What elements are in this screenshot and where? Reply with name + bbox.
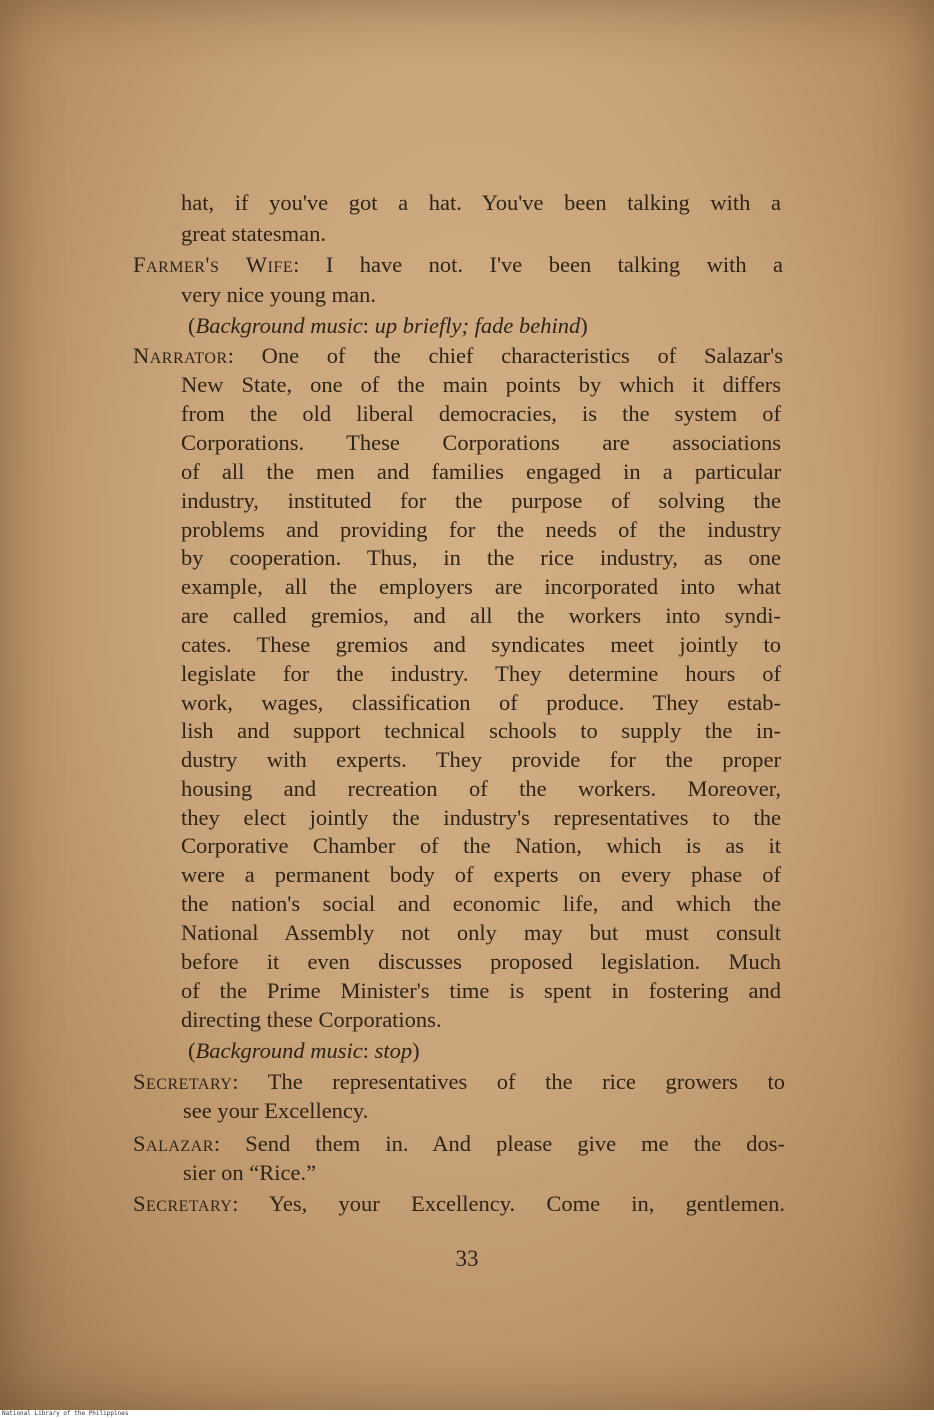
text-line xyxy=(133,1129,785,1158)
text-line xyxy=(183,1158,316,1187)
text-line xyxy=(181,543,781,572)
text-run: Corporations. These Corporations are associations xyxy=(181,430,781,455)
text-line xyxy=(181,188,781,217)
text-run: directing these Corporations. xyxy=(181,1007,442,1032)
text-line xyxy=(181,457,781,486)
text-run: : Yes, your Excellency. Come in, gentlemen. xyxy=(232,1191,785,1216)
text-line xyxy=(181,860,781,889)
text-line xyxy=(181,399,781,428)
text-run: : xyxy=(362,1038,375,1063)
text-line xyxy=(181,803,781,832)
stage-direction-text: stop xyxy=(374,1038,413,1063)
text-run: see your Excellency. xyxy=(183,1098,369,1123)
text-line xyxy=(181,428,781,457)
text-run: Corporative Chamber of the Nation, which is as it xyxy=(181,833,781,858)
footer-credit: National Library of the Philippines xyxy=(2,1410,129,1417)
text-line xyxy=(181,716,781,745)
text-line xyxy=(188,1036,420,1065)
speaker-name: Secretary xyxy=(133,1191,233,1216)
text-run: ) xyxy=(412,1038,420,1063)
text-line xyxy=(181,831,781,860)
text-line xyxy=(181,976,781,1005)
text-run: lish and support technical schools to supply the in- xyxy=(181,718,781,743)
text-run: : The representatives of the rice growers to xyxy=(232,1069,785,1094)
text-line xyxy=(181,219,326,248)
text-run: National Assembly not only may but must consult xyxy=(181,920,781,945)
text-run: cates. These gremios and syndicates meet jointly to xyxy=(181,632,781,657)
text-line xyxy=(181,745,781,774)
text-line xyxy=(133,1067,785,1096)
text-run: New State, one of the main points by which it differs xyxy=(181,372,781,397)
text-line xyxy=(133,341,783,370)
text-run: they elect jointly the industry's representatives to the xyxy=(181,805,781,830)
text-line xyxy=(181,486,781,515)
text-line xyxy=(181,572,781,601)
text-line xyxy=(181,774,781,803)
text-run: very nice young man. xyxy=(181,282,376,307)
speaker-name: Farmer's Wife xyxy=(133,252,294,277)
text-run: ( xyxy=(188,1038,196,1063)
text-run: work, wages, classification of produce. They estab- xyxy=(181,690,781,715)
text-line xyxy=(181,601,781,630)
speaker-name: Secretary xyxy=(133,1069,233,1094)
text-run: ( xyxy=(188,313,196,338)
text-run: : Send them in. And please give me the dos- xyxy=(213,1131,785,1156)
speaker-name: Salazar xyxy=(133,1131,214,1156)
stage-direction-text: Background music xyxy=(195,313,363,338)
text-line xyxy=(181,630,781,659)
text-run: by cooperation. Thus, in the rice industry, as one xyxy=(181,545,781,570)
text-run: sier on “Rice.” xyxy=(183,1160,317,1185)
text-run: hat, if you've got a hat. You've been talking with a xyxy=(181,190,781,215)
text-line xyxy=(181,889,781,918)
stage-direction-text: up briefly; fade behind xyxy=(374,313,581,338)
text-run: problems and providing for the needs of the industry xyxy=(181,517,781,542)
speaker-name: Narrator xyxy=(133,343,228,368)
text-line xyxy=(181,280,376,309)
text-run: : One of the chief characteristics of Salazar's xyxy=(227,343,783,368)
text-line xyxy=(183,1096,368,1125)
text-run: industry, instituted for the purpose of solving the xyxy=(181,488,781,513)
text-line xyxy=(133,1189,785,1218)
text-run: legislate for the industry. They determine hours of xyxy=(181,661,781,686)
footer-bar xyxy=(0,1410,934,1418)
text-line xyxy=(188,311,588,340)
text-line xyxy=(181,688,781,717)
text-run: great statesman. xyxy=(181,221,326,246)
text-run: : xyxy=(362,313,375,338)
page-number: 33 xyxy=(455,1246,479,1271)
text-run: dustry with experts. They provide for the proper xyxy=(181,747,781,772)
text-run: are called gremios, and all the workers into syndi- xyxy=(181,603,781,628)
text-line xyxy=(133,250,783,279)
text-run: ) xyxy=(580,313,588,338)
stage-direction-text: Background music xyxy=(195,1038,363,1063)
text-run: example, all the employers are incorporated into what xyxy=(181,574,781,599)
text-run: of the Prime Minister's time is spent in fostering and xyxy=(181,978,781,1003)
text-line xyxy=(181,947,781,976)
text-run: housing and recreation of the workers. Moreover, xyxy=(181,776,781,801)
text-line xyxy=(181,1005,442,1034)
text-run: from the old liberal democracies, is the system of xyxy=(181,401,781,426)
text-run: of all the men and families engaged in a particular xyxy=(181,459,781,484)
text-run: before it even discusses proposed legislation. Much xyxy=(181,949,781,974)
text-run: the nation's social and economic life, and which the xyxy=(181,891,781,916)
text-run: were a permanent body of experts on every phase of xyxy=(181,862,781,887)
text-line xyxy=(181,659,781,688)
text-line xyxy=(181,918,781,947)
text-line xyxy=(181,515,781,544)
text-run: : I have not. I've been talking with a xyxy=(293,252,783,277)
text-line xyxy=(181,370,781,399)
